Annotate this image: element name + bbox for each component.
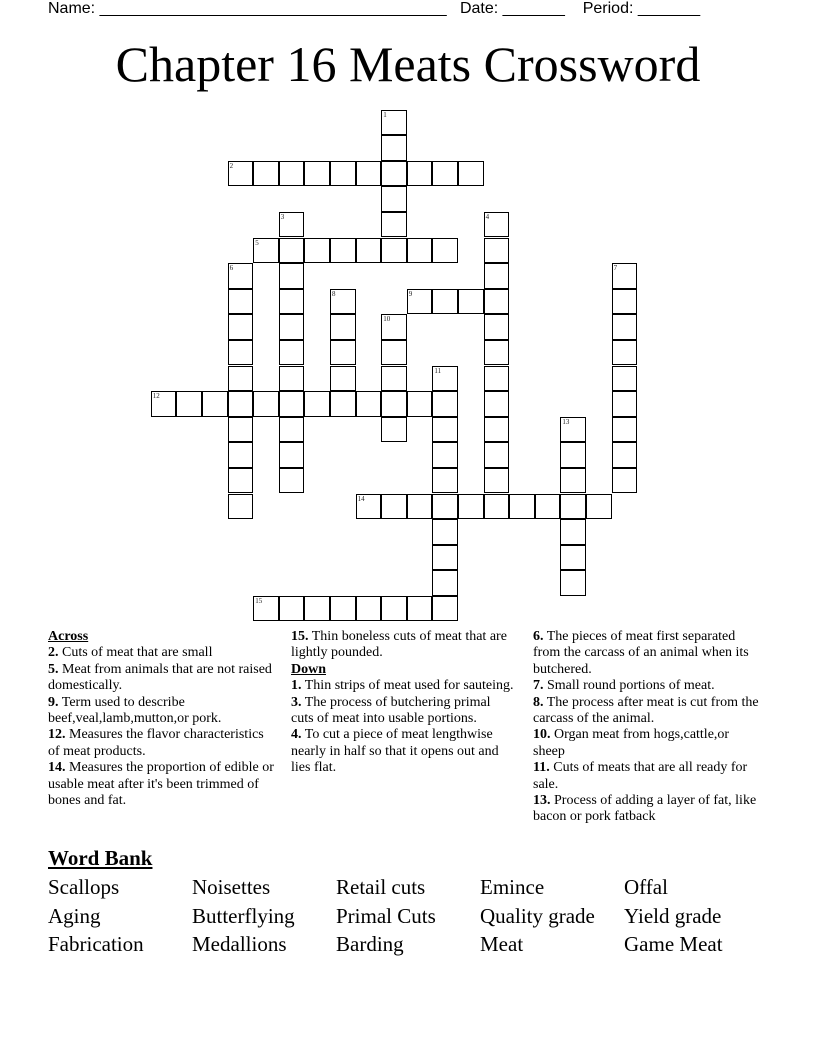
crossword-cell[interactable] [253,161,279,187]
crossword-cell[interactable] [407,238,433,264]
crossword-cell[interactable] [484,263,510,289]
crossword-cell[interactable] [330,391,356,417]
crossword-cell[interactable] [484,289,510,315]
crossword-cell[interactable] [228,340,254,366]
clue-across-14: 14. Measures the proportion of edible or usable meat after it's been trimmed of bones and fat. [48,760,274,809]
crossword-cell[interactable] [356,391,382,417]
clue-across-12: 12. Measures the flavor characteristics of meat products. [48,727,264,759]
clue-down-8: 8. The process after meat is cut from the carcass of the animal. [533,694,759,727]
crossword-cell[interactable] [356,596,382,622]
crossword-cell[interactable] [279,238,305,264]
crossword-cell[interactable] [304,596,330,622]
crossword-cell[interactable] [253,238,279,264]
clue-across-5: 5. Meat from animals that are not raised domestically. [48,661,272,694]
crossword-cell[interactable] [484,212,510,238]
clue-number: 10 [383,315,391,324]
crossword-cell[interactable] [228,391,254,417]
crossword-cell[interactable] [560,570,586,596]
crossword-cell[interactable] [279,289,305,315]
crossword-cell[interactable] [432,161,458,187]
crossword-cell[interactable] [279,366,305,392]
clue-number: 7 [613,264,618,273]
crossword-cell[interactable] [612,417,638,443]
down-heading: Down [291,661,327,677]
clues-column-3 [533,629,763,826]
crossword-cell[interactable] [228,468,254,494]
word-bank-item: Medallions [192,932,287,957]
crossword-cell[interactable] [330,340,356,366]
crossword-cell[interactable] [228,442,254,468]
name-field-label[interactable]: Name: _______________________________________ [48,0,447,17]
period-field-label[interactable]: Period: _______ [582,0,701,17]
crossword-cell[interactable] [612,366,638,392]
clue-down-3: 3. The process of butchering primal cuts of meat into usable portions. [291,694,491,727]
crossword-cell[interactable] [484,494,510,520]
crossword-cell[interactable] [279,161,305,187]
crossword-cell[interactable] [432,238,458,264]
across-heading: Across [48,629,89,644]
crossword-cell[interactable] [356,494,382,520]
crossword-cell[interactable] [228,263,254,289]
crossword-cell[interactable] [484,417,510,443]
clue-number: 5 [255,238,259,247]
word-bank-item: Offal [624,875,668,899]
crossword-cell[interactable] [432,366,458,392]
clue-number: 8 [332,289,336,298]
crossword-cell[interactable] [330,161,356,187]
crossword-cell[interactable] [612,314,638,340]
crossword-cell[interactable] [612,442,638,468]
crossword-cell[interactable] [381,186,407,212]
crossword-cell[interactable] [330,238,356,264]
word-bank-item: Emince [480,875,545,899]
crossword-cell[interactable] [279,417,305,443]
word-bank-item: Quality grade [480,903,595,928]
crossword-cell[interactable] [407,289,433,315]
crossword-cell[interactable] [381,596,407,622]
crossword-cell[interactable] [407,596,433,622]
word-bank-item: Noisettes [192,875,271,899]
word-bank-item: Game Meat [624,932,723,957]
crossword-cell[interactable] [586,494,612,520]
clue-number: 12 [152,392,160,401]
crossword-cell[interactable] [432,417,458,443]
crossword-cell[interactable] [432,596,458,622]
crossword-cell[interactable] [458,289,484,315]
clue-down-11: 11. Cuts of meats that are all ready for sale. [533,760,748,792]
clue-down-1: 1. Thin strips of meat used for sauteing. [291,678,514,694]
clue-number: 15 [255,596,263,605]
clues-column-1 [48,629,278,809]
crossword-cell[interactable] [560,494,586,520]
crossword-cell[interactable] [612,391,638,417]
crossword-cell[interactable] [484,366,510,392]
clue-down-13: 13. Process of adding a layer of fat, like bacon or pork fatback [533,793,757,825]
crossword-cell[interactable] [432,519,458,545]
clue-number: 9 [408,289,413,298]
crossword-cell[interactable] [484,340,510,366]
word-bank-item: Fabrication [48,932,144,957]
clue-number: 2 [229,161,234,170]
crossword-cell[interactable] [560,545,586,571]
clue-number: 14 [357,494,365,503]
clue-number: 11 [434,366,442,375]
crossword-cell[interactable] [279,596,305,622]
crossword-cell[interactable] [253,391,279,417]
crossword-cell[interactable] [432,442,458,468]
crossword-cell[interactable] [484,238,510,264]
word-bank-item: Retail cuts [336,875,426,899]
clue-down-10: 10. Organ meat from hogs,cattle,or sheep [533,727,730,759]
crossword-cell[interactable] [228,314,254,340]
word-bank-item: Butterflying [192,903,295,928]
word-bank-title: Word Bank [48,846,153,870]
date-field-label[interactable]: Date: _______ [459,0,565,17]
crossword-cell[interactable] [458,161,484,187]
crossword-cell[interactable] [432,545,458,571]
crossword-cell[interactable] [228,494,254,520]
clue-number: 4 [485,212,490,221]
crossword-cell[interactable] [612,289,638,315]
word-bank-item: Meat [480,932,524,957]
crossword-cell[interactable] [381,366,407,392]
crossword-cell[interactable] [279,263,305,289]
crossword-cell[interactable] [432,494,458,520]
crossword-cell[interactable] [381,135,407,161]
crossword-cell[interactable] [202,391,228,417]
clues-column-2 [291,629,516,777]
clue-across-2: 2. Cuts of meat that are small [48,645,213,661]
crossword-cell[interactable] [432,570,458,596]
crossword-cell[interactable] [279,314,305,340]
crossword-cell[interactable] [279,212,305,238]
crossword-cell[interactable] [381,340,407,366]
crossword-cell[interactable] [176,391,202,417]
crossword-cell[interactable] [458,494,484,520]
crossword-cell[interactable] [612,340,638,366]
crossword-cell[interactable] [279,468,305,494]
crossword-cell[interactable] [330,314,356,340]
crossword-cell[interactable] [381,417,407,443]
word-bank-item: Barding [336,932,404,957]
crossword-cell[interactable] [253,596,279,622]
clue-down-7: 7. Small round portions of meat. [533,678,715,694]
clue-down-4: 4. To cut a piece of meat lengthwise nearly in half so that it opens out and lies flat. [291,727,499,776]
clue-number: 3 [280,212,285,221]
crossword-cell[interactable] [535,494,561,520]
crossword-cell[interactable] [304,238,330,264]
crossword-cell[interactable] [228,289,254,315]
crossword-cell[interactable] [484,314,510,340]
clue-number: 6 [229,264,234,273]
crossword-cell[interactable] [612,263,638,289]
crossword-cell[interactable] [560,442,586,468]
crossword-cell[interactable] [432,391,458,417]
crossword-cell[interactable] [381,314,407,340]
crossword-cell[interactable] [484,391,510,417]
crossword-cell[interactable] [228,417,254,443]
crossword-cell[interactable] [304,161,330,187]
clue-across-9: 9. Term used to describe beef,veal,lamb,mutton,or pork. [48,694,222,727]
crossword-cell[interactable] [484,468,510,494]
crossword-cell[interactable] [356,238,382,264]
crossword-cell[interactable] [560,519,586,545]
crossword-cell[interactable] [381,212,407,238]
crossword-cell[interactable] [279,442,305,468]
word-bank-item: Yield grade [624,903,722,928]
word-bank-item: Primal Cuts [336,903,436,928]
crossword-cell[interactable] [612,468,638,494]
clue-down-6: 6. The pieces of meat first separated from the carcass of an animal when its butchered. [533,629,749,677]
crossword-cell[interactable] [381,238,407,264]
crossword-cell[interactable] [228,366,254,392]
crossword-cell[interactable] [407,391,433,417]
word-bank-item: Scallops [48,875,120,899]
crossword-cell[interactable] [560,417,586,443]
clue-number: 1 [383,110,387,119]
crossword-cell[interactable] [330,596,356,622]
crossword-cell[interactable] [228,161,254,187]
crossword-cell[interactable] [381,391,407,417]
crossword-cell[interactable] [304,391,330,417]
crossword-cell[interactable] [381,110,407,136]
crossword-cell[interactable] [381,161,407,187]
crossword-cell[interactable] [356,161,382,187]
crossword-cell[interactable] [407,494,433,520]
crossword-cell[interactable] [509,494,535,520]
crossword-cell[interactable] [279,340,305,366]
clue-across-15: 15. Thin boneless cuts of meat that are lightly pounded. [291,629,507,661]
page-title: Chapter 16 Meats Crossword [115,36,701,92]
crossword-cell[interactable] [330,289,356,315]
crossword-cell[interactable] [151,391,177,417]
word-bank-item: Aging [48,903,101,928]
crossword-cell[interactable] [407,161,433,187]
crossword-cell[interactable] [381,494,407,520]
crossword-cell[interactable] [279,391,305,417]
clue-number: 13 [562,417,570,426]
crossword-cell[interactable] [432,468,458,494]
crossword-cell[interactable] [432,289,458,315]
crossword-cell[interactable] [484,442,510,468]
crossword-cell[interactable] [330,366,356,392]
crossword-cell[interactable] [560,468,586,494]
